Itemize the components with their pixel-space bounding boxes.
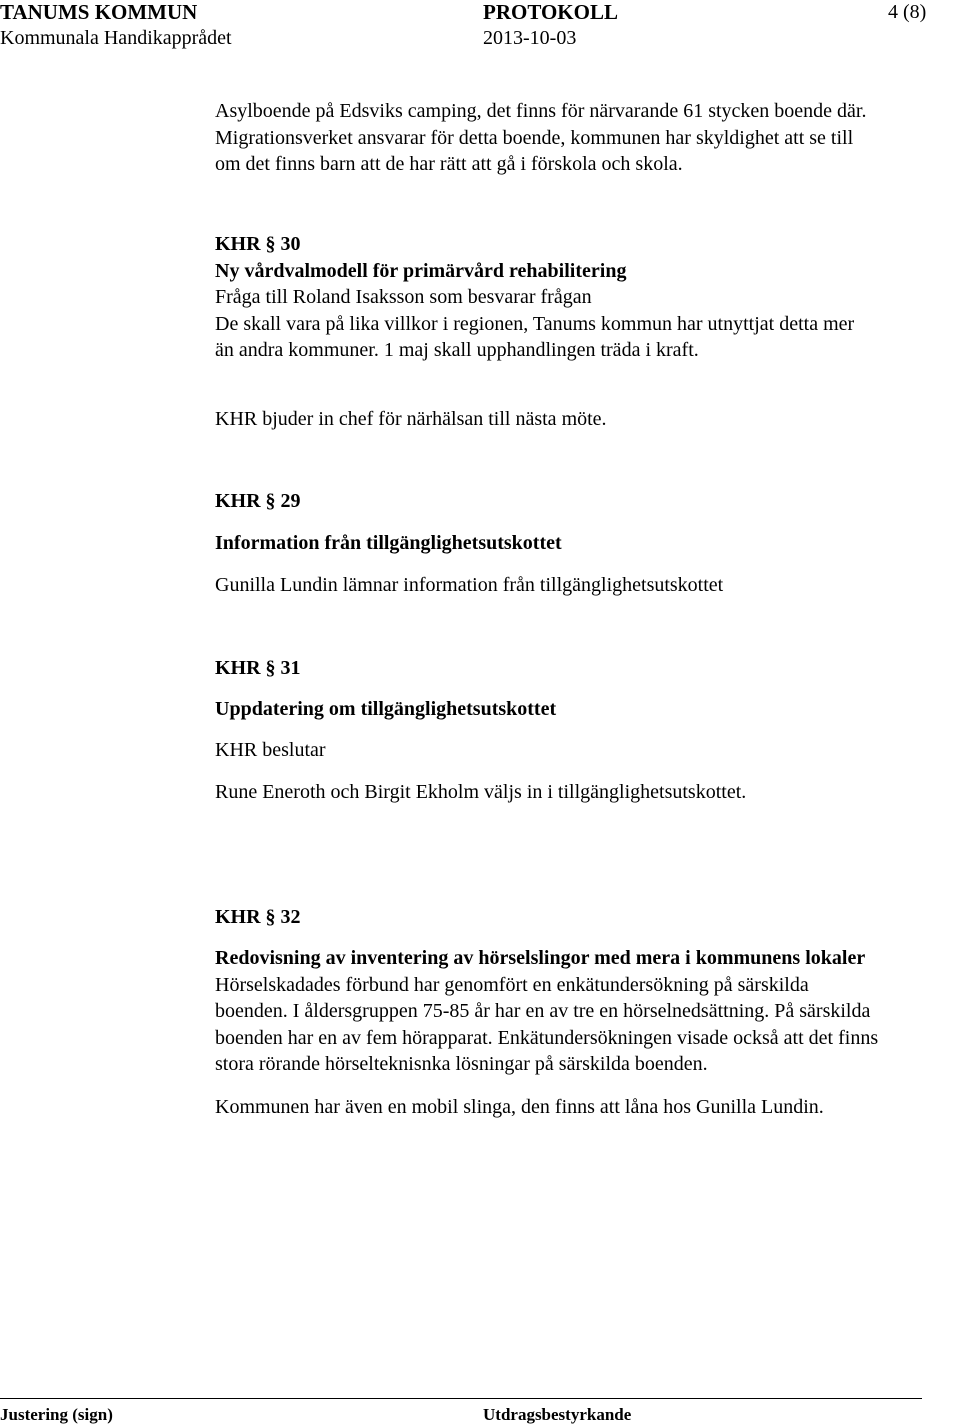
section-khr-29-text: Gunilla Lundin lämnar information från tillgänglighetsutskottet <box>215 574 724 596</box>
section-khr-30 <box>215 231 955 364</box>
header-doc-type: PROTOKOLL <box>483 0 618 24</box>
footer-justering: Justering (sign) <box>0 1405 113 1424</box>
header-committee: Kommunala Handikapprådet <box>0 27 232 49</box>
header-date: 2013-10-03 <box>483 27 577 49</box>
header-page-number: 4 (8) <box>888 1 927 23</box>
section-line: De skall vara på lika villkor i regionen, Tanums kommun har utnyttjat detta mer <box>215 312 855 335</box>
intro-line: Migrationsverket ansvarar för detta boende, kommunen har skyldighet att se till <box>215 126 854 149</box>
section-khr-31-decision: KHR beslutar <box>215 739 326 761</box>
section-ref: KHR § 30 <box>215 233 301 255</box>
intro-line: om det finns barn att de har rätt att gå i förskola och skola. <box>215 153 683 175</box>
intro-paragraph <box>215 98 955 178</box>
intro-line: Asylboende på Edsviks camping, det finns för närvarande 61 stycken boende där. <box>215 100 867 122</box>
footer-divider <box>0 1398 922 1399</box>
section-line: Fråga till Roland Isaksson som besvarar frågan <box>215 286 592 308</box>
section-line: Hörselskadades förbund har genomfört en enkätundersökning på särskilda <box>215 973 809 996</box>
section-khr-31-ref: KHR § 31 <box>215 657 301 679</box>
section-khr-29-ref: KHR § 29 <box>215 490 301 512</box>
section-khr-29-title: Information från tillgänglighetsutskottet <box>215 532 562 554</box>
section-khr-32 <box>215 945 955 1078</box>
section-khr-32-note: Kommunen har även en mobil slinga, den finns att låna hos Gunilla Lundin. <box>215 1096 824 1118</box>
section-line: boenden har en av fem hörapparat. Enkätundersökningen visade också att det finns <box>215 1026 879 1049</box>
section-khr-31-title: Uppdatering om tillgänglighetsutskottet <box>215 698 557 720</box>
section-khr-31-text: Rune Eneroth och Birgit Ekholm väljs in i tillgänglighetsutskottet. <box>215 781 747 803</box>
section-line: än andra kommuner. 1 maj skall upphandlingen träda i kraft. <box>215 339 699 361</box>
section-note: KHR bjuder in chef för närhälsan till nästa möte. <box>215 408 607 430</box>
section-line: boenden. I åldersgruppen 75-85 år har en av tre en hörselnedsättning. På särskilda <box>215 1000 871 1022</box>
footer-utdragsbestyrkande: Utdragsbestyrkande <box>483 1405 632 1424</box>
header-org: TANUMS KOMMUN <box>0 0 198 24</box>
section-line: stora rörande hörselteknisnka lösningar på särskilda boenden. <box>215 1053 708 1075</box>
section-title: Ny vårdvalmodell för primärvård rehabilitering <box>215 259 627 282</box>
section-khr-32-ref: KHR § 32 <box>215 906 301 928</box>
section-title: Redovisning av inventering av hörselslingor med mera i kommunens lokaler <box>215 947 866 969</box>
